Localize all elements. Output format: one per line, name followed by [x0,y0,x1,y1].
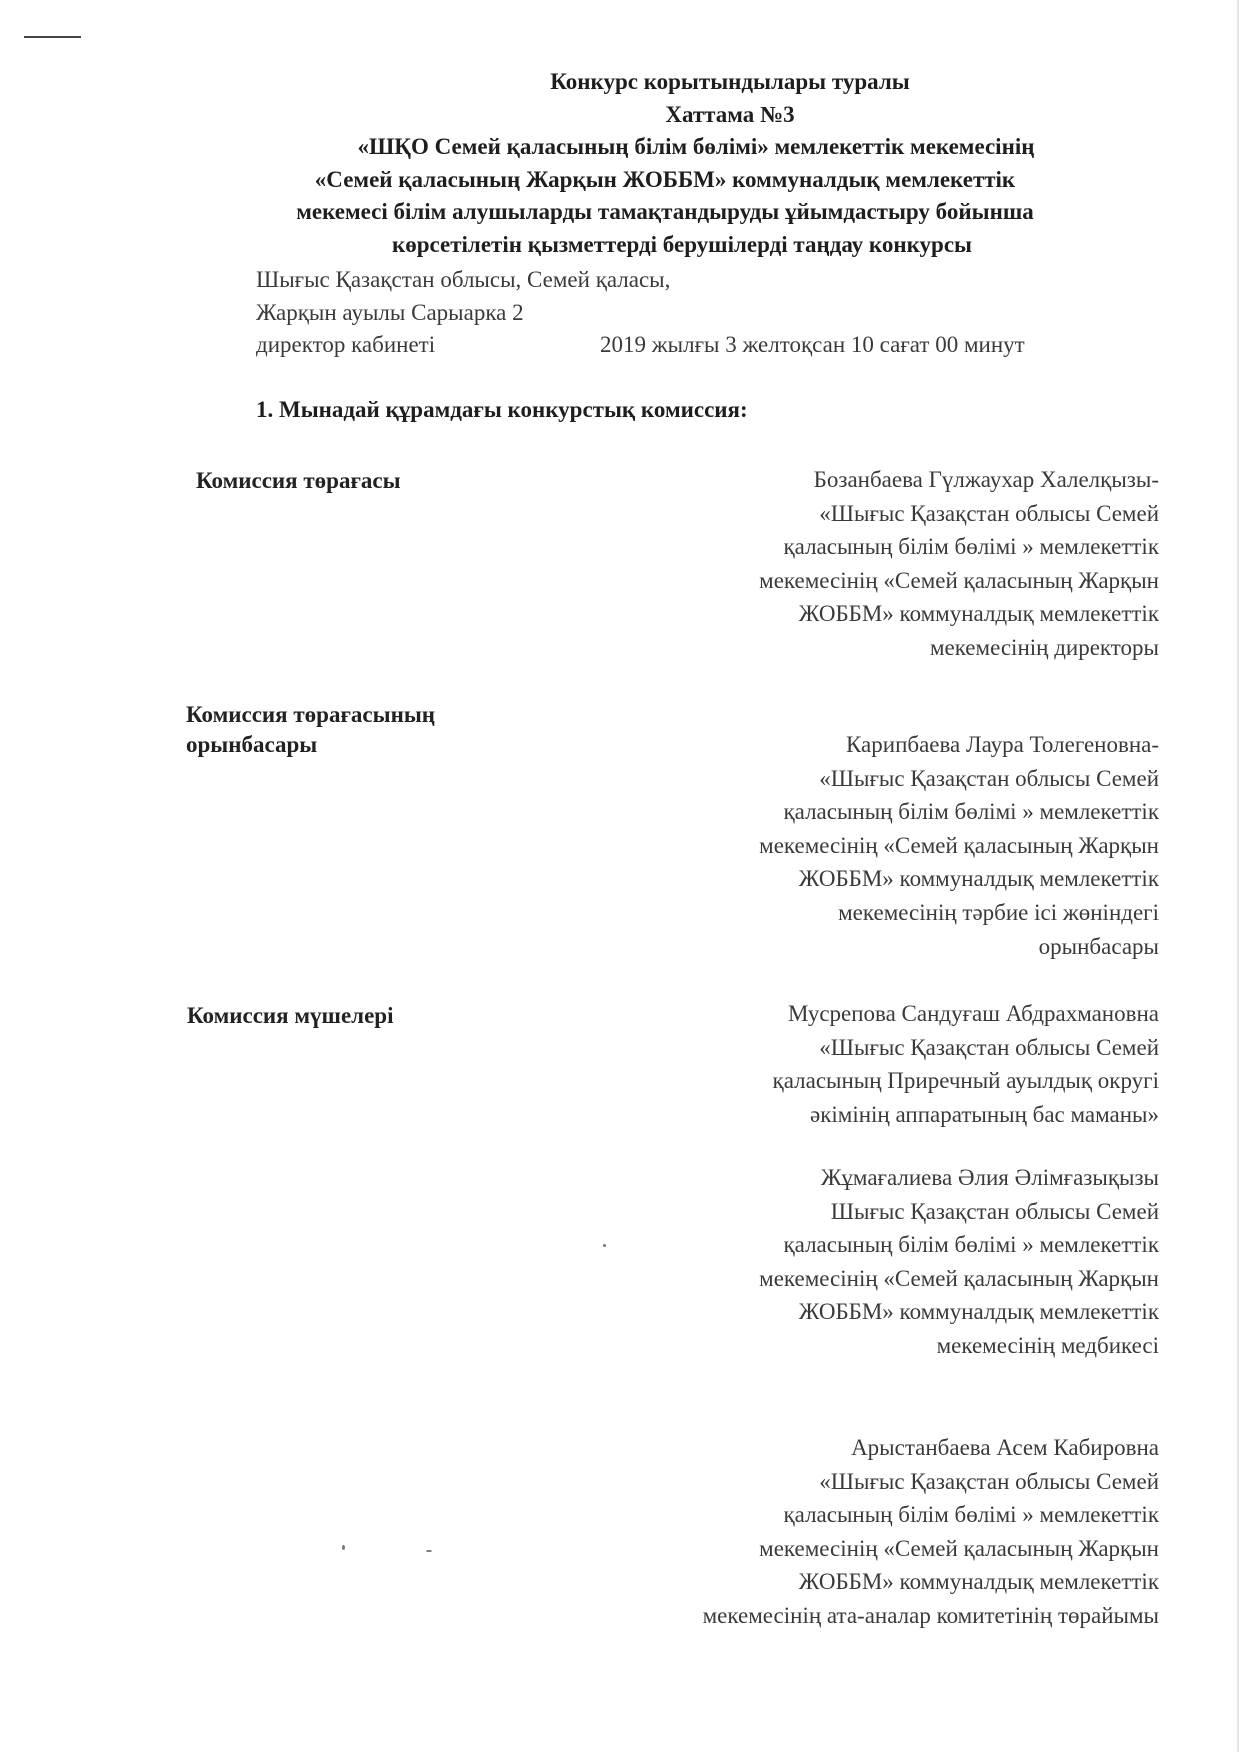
member-line: әкімінің аппаратының бас маманы» [810,1101,1159,1127]
member-line: Жұмағалиева Әлия Әлімғазықызы [820,1165,1159,1190]
document-title [180,66,1150,261]
commission-member [759,1161,1159,1363]
member-line: мекемесінің «Семей қаласының Жарқын [759,1535,1159,1561]
member-line: қаласының білім бөлімі » мемлекеттік [783,1502,1159,1528]
member-line: Мусрепова Сандуғаш Абдрахмановна [787,1001,1159,1026]
commission-member [703,1431,1159,1633]
member-line: қаласының Приречный ауылдық округі [772,1068,1159,1094]
title-line: Конкурс корытындылары туралы [550,69,910,94]
title-line: көрсетілетін қызметтерді берушілерді таңдау конкурсы [391,231,972,257]
member-line: қаласының білім бөлімі » мемлекеттік [783,1232,1159,1258]
role-deputy-line: орынбасары [186,732,318,757]
member-line: мекемесінің «Семей қаласының Жарқын [759,1265,1159,1291]
location-room: директор кабинеті [256,332,436,357]
member-line: мекемесінің ата-аналар комитетінің төрайымы [702,1602,1159,1628]
meeting-datetime: 2019 жылғы 3 желтоқсан 10 сағат 00 минут [600,332,1025,357]
member-line: орынбасары [1038,933,1159,959]
member-line: мекемесінің «Семей қаласының Жарқын [759,567,1159,593]
member-line: ЖОББМ» коммуналдық мемлекеттік [798,1569,1159,1595]
scan-edge-mark [24,36,81,38]
title-line: «ШҚО Семей қаласының білім бөлімі» мемлекеттік мекемесінің [357,134,1035,159]
member-line: «Шығыс Қазақстан облысы Семей [819,1468,1159,1494]
commission-chair [759,463,1159,665]
member-line: мекемесінің тәрбие ісі жөніндегі [838,899,1159,925]
member-line: ЖОББМ» коммуналдық мемлекеттік [798,601,1159,627]
scan-speck [342,1545,345,1550]
member-line: мекемесінің директоры [929,634,1159,660]
member-line: қаласының білім бөлімі » мемлекеттік [783,799,1159,825]
protocol-number: Хаттама №3 [665,101,795,127]
member-line: мекемесінің «Семей қаласының Жарқын [759,832,1159,858]
section-heading: 1. Мынадай құрамдағы конкурстық комиссия: [256,397,748,422]
location-line: Жарқын ауылы Сарыарка 2 [256,300,524,325]
member-line: ЖОББМ» коммуналдық мемлекеттік [798,1299,1159,1325]
commission-member [773,997,1159,1131]
title-line: «Семей қаласының Жарқын ЖОББМ» коммуналдық мемлекеттік [314,166,1016,192]
scan-speck [426,1550,432,1552]
role-members-label: Комиссия мүшелері [187,1003,394,1028]
role-deputy-line: Комиссия төрағасының [186,702,436,727]
member-line: мекемесінің медбикесі [936,1332,1159,1358]
member-line: Арыстанбаева Асем Кабировна [851,1435,1159,1460]
commission-deputy [759,728,1159,963]
member-line: қаласының білім бөлімі » мемлекеттік [783,534,1159,560]
title-line: мекемесі білім алушыларды тамақтандыруды ұйымдастыру бойынша [296,199,1034,224]
member-line: ЖОББМ» коммуналдық мемлекеттік [798,866,1159,892]
member-line: «Шығыс Қазақстан облысы Семей [819,500,1159,526]
member-line: Карипбаева Лаура Толегеновна- [846,732,1159,757]
role-deputy-label [186,700,435,760]
scan-speck [603,1244,606,1247]
role-chair-label: Комиссия төрағасы [196,468,401,493]
location-line: Шығыс Қазақстан облысы, Семей қаласы, [256,267,671,292]
member-line: Шығыс Қазақстан облысы Семей [830,1198,1159,1224]
member-line: «Шығыс Қазақстан облысы Семей [819,765,1159,791]
member-line: «Шығыс Қазақстан облысы Семей [819,1034,1159,1060]
member-line: Бозанбаева Гүлжаухар Халелқызы- [813,467,1159,492]
